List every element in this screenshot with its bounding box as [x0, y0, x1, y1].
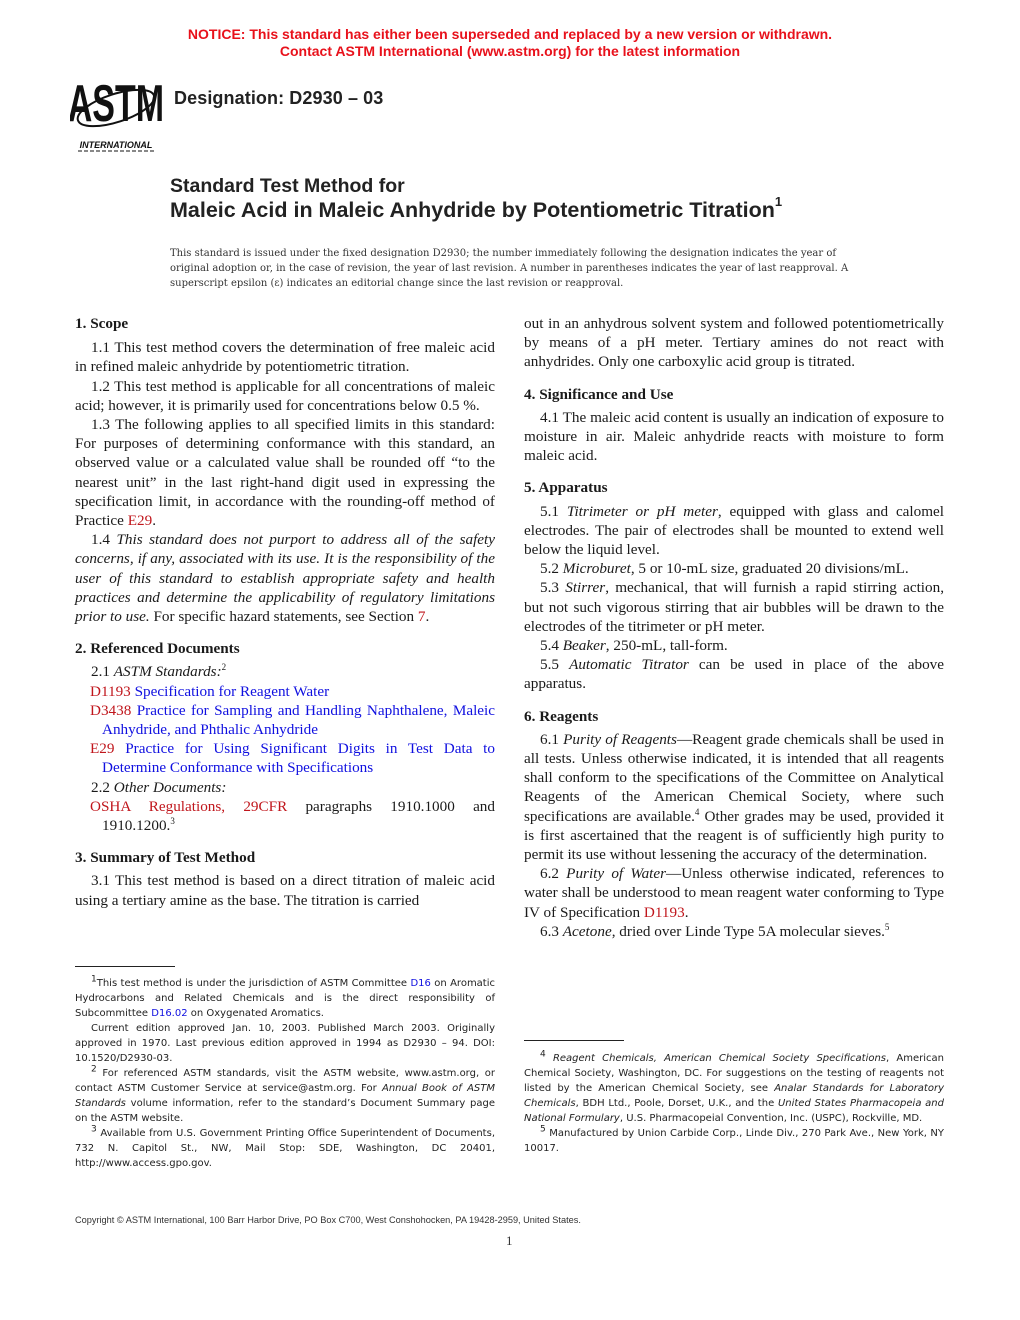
footnote-4: $^4$ Reagent Chemicals, American Chemical Society Specifications, American Chemical Society, Washington, DC. For suggestions on the testing of reagents not listed by the American Chemical Society, see Analar Standards for Laboratory Chemicals, BDH Ltd., Poole, Dorset, U.K., and the United States Pharmacopeia and National Formulary, U.S. Pharmacopeial Convention, Inc. (USPC), Rockville, MD. [524, 1049, 945, 1124]
section-heading-apparatus: 5. Apparatus [524, 479, 608, 497]
footnotes-left [75, 976, 495, 1171]
paragraph-1-4: 1.4 This standard does not purport to address all of the safety concerns, if any, associated with its use. It is the responsibility of the user of this standard to establish appropriate safety and health practices and determine the applicability of regulatory limitations prior to use. For specific hazard statements, see Section 7. [75, 531, 496, 626]
page-number: 1 [506, 1233, 513, 1248]
section-heading-reagents: 6. Reagents [524, 707, 599, 725]
footnote-3: $^3$ Available from U.S. Government Printing Office Superintendent of Documents, 732 N. Capitol St., NW, Mail Stop: SDE, Washington, DC 20401, http://www.access.gpo.gov. [75, 1124, 495, 1169]
reference-d3438[interactable]: D3438 Practice for Sampling and Handling Naphthalene, Maleic Anhydride, and Phthalic Anhydride [90, 701, 496, 739]
paragraph-5-4: 5.4 Beaker, 250-mL, tall-form. [540, 637, 728, 655]
edition-note: Current edition approved Jan. 10, 2003. Published March 2003. Originally approved in 1970. Last previous edition approved in 1994 as D2930 – 94. DOI: 10.1520/D2930-03. [75, 1023, 495, 1064]
paragraph-2-2: 2.2 Other Documents: [91, 778, 227, 796]
footnote-divider-left [75, 966, 175, 967]
paragraph-5-3: 5.3 Stirrer, mechanical, that will furnish a rapid stirring action, but not such vigorous stirring that air bubbles will be drawn to the electrodes of the titrimeter or pH meter. [524, 579, 945, 635]
paragraph-5-2: 5.2 Microburet, 5 or 10-mL size, graduated 20 divisions/mL. [540, 560, 909, 578]
copyright-line: Copyright © ASTM International, 100 Barr Harbor Drive, PO Box C700, West Conshohocken, PA 19428-2959, United States. [75, 1215, 581, 1225]
paragraph-2-1: 2.1 ASTM Standards:$^2$ [91, 662, 227, 681]
link-d16-02[interactable]: D16.02 [151, 1008, 188, 1019]
paragraph-4-1: 4.1 The maleic acid content is usually an indication of exposure to moisture in air. Maleic anhydride reacts with moisture to form maleic acid. [524, 408, 944, 465]
paragraph-5-1: 5.1 Titrimeter or pH meter, equipped with glass and calomel electrodes. The pair of electrodes shall be mounted to extend well below the liquid level. [524, 502, 945, 559]
document-title [170, 193, 783, 223]
footnotes-right [524, 1051, 944, 1156]
right-column [524, 314, 944, 941]
superseded-notice [0, 26, 1020, 60]
reference-osha: OSHA Regulations, 29CFR paragraphs 1910.1000 and 1910.1200.$^3$ [90, 797, 495, 835]
reference-e29[interactable]: E29 Practice for Using Significant Digits in Test Data to Determine Conformance with Specifications [90, 740, 495, 777]
paragraph-3-1-continued: out in an anhydrous solvent system and followed potentiometrically by means of a pH meter. Tertiary amines do not react with anhydrides. Only one carboxylic acid group is titrated. [524, 315, 944, 371]
footnote-1: $^1$This test method is under the jurisdiction of ASTM Committee D16 on Aromatic Hydrocarbons and Related Chemicals and is the direct responsibility of Subcommittee D16.02 on Oxygenated Aromatics. [75, 974, 496, 1019]
notice-line-2: Contact ASTM International (www.astm.org) for the latest information [279, 43, 741, 59]
paragraph-1-2: 1.2 This test method is applicable for all concentrations of maleic acid; however, it is primarily used for concentrations below 0.5 %. [75, 377, 495, 414]
section-heading-summary: 3. Summary of Test Method [75, 849, 256, 867]
link-e29[interactable]: E29 [127, 512, 153, 530]
notice-line-1: NOTICE: This standard has either been superseded and replaced by a new version or withdrawn. [187, 26, 833, 42]
paragraph-3-1: 3.1 This test method is based on a direct titration of maleic acid using a tertiary amine as the base. The titration is carried [75, 872, 495, 909]
footnote-2: $^2$ For referenced ASTM standards, visit the ASTM website, www.astm.org, or contact ASTM Customer Service at service@astm.org. For Annual Book of ASTM Standards volume information, refer to the standard’s Document Summary page on the ASTM website. [75, 1064, 495, 1124]
astm-logo-icon [70, 74, 162, 154]
paragraph-6-1: 6.1 Purity of Reagents—Reagent grade chemicals shall be used in all tests. Unless otherwise indicated, it is intended that all reagents shall conform to the specifications of the Committee on Analytical Reagents of the American Chemical Society, where such specifications are available.$^4$ Other grades may be used, provided it is first ascertained that the reagent is of sufficiently high purity to permit its use without lessening the accuracy of the determination. [524, 730, 944, 864]
paragraph-5-5: 5.5 Automatic Titrator can be used in place of the above apparatus. [524, 656, 944, 693]
designation: Designation: D2930 – 03 [174, 88, 384, 108]
paragraph-1-3: 1.3 The following applies to all specified limits in this standard: For purposes of determining conformance with this standard, an observed value or a calculated value shall be rounded off “to the nearest unit” in the last right-hand digit used in expressing the specification limit, in accordance with the rounding-off method of Practice E29. [75, 416, 495, 530]
footnote-divider-right [524, 1040, 624, 1041]
title-line-2: Maleic Acid in Maleic Anhydride by Potentiometric Titration [170, 198, 775, 222]
paragraph-1-1: 1.1 This test method covers the determination of free maleic acid in refined maleic anhydride by potentiometric titration. [75, 339, 495, 376]
paragraph-6-3: 6.3 Acetone, dried over Linde Type 5A molecular sieves.$^5$ [540, 921, 890, 940]
reference-d1193[interactable]: D1193 Specification for Reagent Water [90, 682, 330, 700]
link-d1193[interactable]: D1193 [643, 903, 685, 921]
astm-logo [70, 74, 162, 154]
left-column [75, 314, 495, 910]
section-heading-referenced-documents: 2. Referenced Documents [75, 640, 240, 658]
title-footnote-ref[interactable]: 1 [774, 193, 783, 209]
link-d16[interactable]: D16 [410, 978, 431, 989]
link-section-7[interactable]: 7 [417, 608, 426, 626]
title-line-1: Standard Test Method for [170, 175, 405, 197]
paragraph-6-2: 6.2 Purity of Water—Unless otherwise indicated, references to water shall be understood to mean reagent water conforming to Type IV of Specification D1193. [524, 865, 945, 921]
section-heading-significance: 4. Significance and Use [524, 385, 674, 403]
link-osha[interactable]: OSHA Regulations, 29CFR [90, 797, 288, 815]
issued-note: This standard is issued under the fixed designation D2930; the number immediately following the designation indicates the year of original adoption or, in the case of revision, the year of last revision. A number in parentheses indicates the year of last reapproval. A superscript epsilon (ε) indicates an editorial change since the last revision or reapproval. [170, 248, 849, 289]
section-heading-scope: 1. Scope [75, 315, 129, 332]
footnote-5: $^5$ Manufactured by Union Carbide Corp., Linde Div., 270 Park Ave., New York, NY 10017. [524, 1124, 944, 1154]
svg-text:ASTM: ASTM [70, 74, 162, 133]
svg-text:INTERNATIONAL: INTERNATIONAL [79, 140, 153, 150]
